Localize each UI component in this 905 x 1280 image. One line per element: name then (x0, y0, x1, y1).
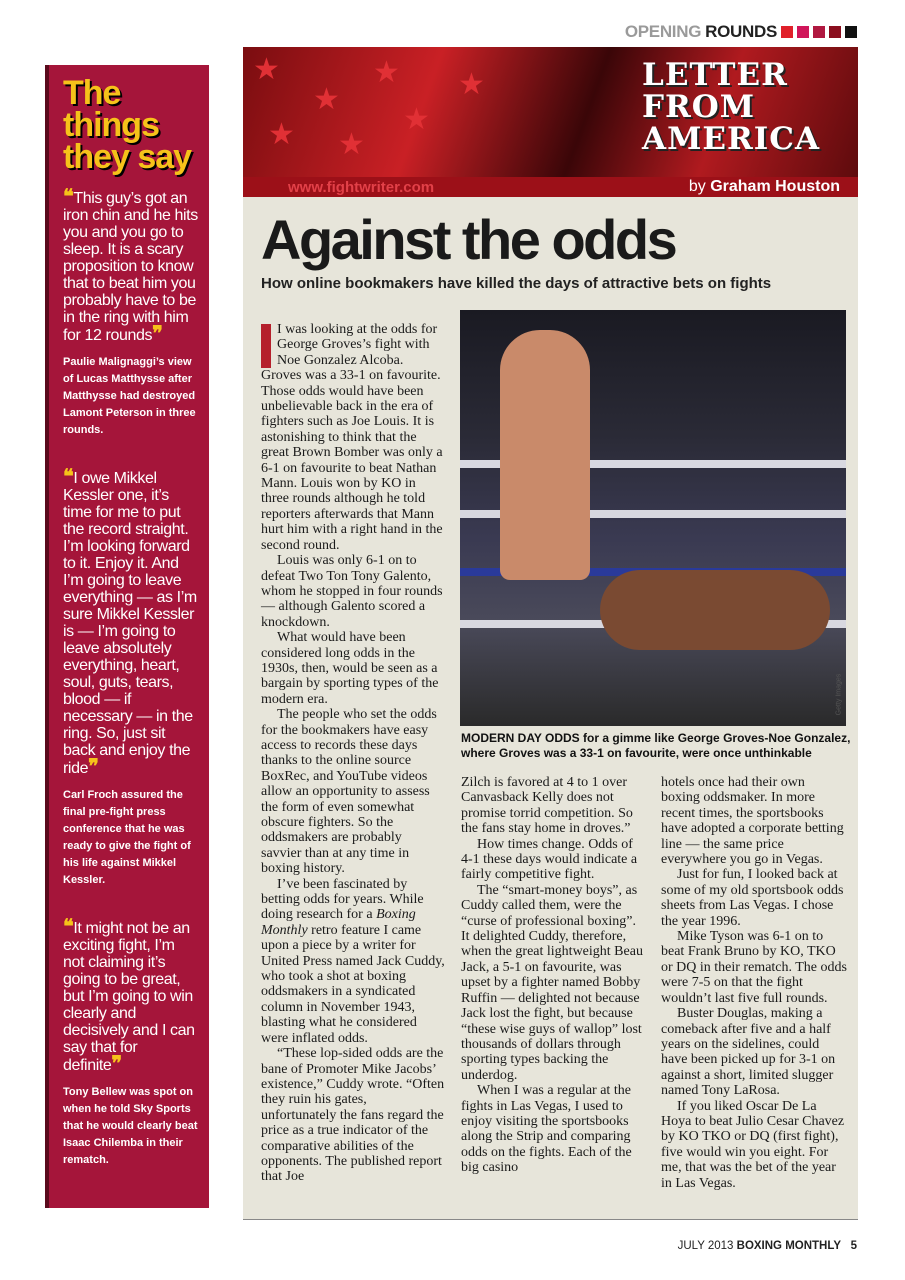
color-square (781, 26, 793, 38)
article-panel (243, 47, 858, 1220)
quote-text: This guy’s got an iron chin and he hits you and you go to sleep. It is a scary proposition to know that to beat him you probably have to be in the ring with him for 12 rounds (63, 190, 198, 344)
quote-block (63, 186, 199, 439)
quote-text: I owe Mikkel Kessler one, it’s time for me to put the record straight. I’m looking forward to it. Enjoy it. And I’m going to leave everything — as I’m sure Mikkel Kessler is — I’m going to leave absolutely everything, heart, soul, guts, tears, blood — if necessary — in the ring. So, just sit back and enjoy the ride (63, 470, 197, 777)
star-icon: ★ (373, 56, 400, 89)
boxing-photo (460, 310, 846, 726)
section-label-opening: OPENING (624, 22, 702, 41)
fallen-boxer (600, 570, 830, 650)
quote-attribution: Paulie Malignaggi’s view of Lucas Matthysse after Matthysse had destroyed Lamont Peterson in three rounds. (63, 356, 196, 436)
star-icon: ★ (313, 83, 340, 116)
website-link[interactable]: www.fightwriter.com (288, 178, 435, 196)
close-quote-icon: ❞ (88, 756, 99, 778)
quote-block (63, 466, 199, 889)
paragraph: How times change. Odds of 4-1 these days would indicate a fairly competitive fight. (461, 836, 638, 883)
quotes-sidebar (45, 65, 209, 1208)
by-label: by (688, 178, 706, 195)
paragraph: The people who set the odds for the bookmakers have easy access to records these days thanks to the online source BoxRec, and YouTube videos allow an opportunity to assess the form of even somewhat obscure fighters. So the oddsmakers are probably savvier than at any time in boxing history. (261, 707, 437, 877)
logo-line: LETTER (642, 57, 788, 93)
drop-cap (261, 324, 271, 368)
column-logo (642, 59, 820, 155)
paragraph: When I was a regular at the fights in Las Vegas, I used to enjoy visiting the sportsbooks along the Strip and comparing odds on the fights. Each of the big casino (461, 1083, 632, 1176)
color-square (813, 26, 825, 38)
magazine-title: Boxing Monthly (261, 907, 416, 938)
paragraph: Just for fun, I looked back at some of my old sportsbook odds sheets from Las Vegas. I chose the year 1996. (661, 867, 844, 929)
standfirst: How online bookmakers have killed the days of attractive bets on fights (261, 275, 772, 292)
logo-line: FROM (642, 89, 756, 125)
star-icon: ★ (338, 128, 365, 161)
paragraph: The “smart-money boys”, as Cuddy called them, were the “curse of professional boxing”. It delighted Cuddy, therefore, when the great lightweight Beau Jack, a 5-1 on favourite, was upset by a fighter named Bobby Ruffin — delighted not because Jack lost the fight, but because “these wise guys of wallop” lost thousands of dollars through sporting types backing the underdog. (461, 882, 643, 1083)
star-icon: ★ (403, 103, 430, 136)
star-icon: ★ (268, 118, 295, 151)
standing-boxer (500, 330, 590, 580)
open-quote-icon: ❝ (63, 466, 74, 488)
close-quote-icon: ❞ (152, 323, 163, 345)
paragraph: “These lop-sided odds are the bane of Promoter Mike Jacobs’ existence,” Cuddy wrote. “Often they ruin his gates, unfortunately the fans regard the price as a true indicator of the comparative abilities of the opponents. The published report that Joe (261, 1046, 445, 1185)
open-quote-icon: ❝ (63, 916, 74, 938)
paragraph: What would have been considered long odds in the 1930s, then, would be seen as a bargain by sporting types of the modern era. (261, 630, 439, 707)
color-square (845, 26, 857, 38)
color-square (829, 26, 841, 38)
byline-bar (243, 177, 858, 197)
quote-text: It might not be an exciting fight, I’m not claiming it’s going to be great, but I’m going to win clearly and decisively and I can say that for definite (63, 920, 195, 1074)
paragraph: hotels once had their own boxing oddsmaker. In more recent times, the sportsbooks have adopted a corporate betting line — the same price everywhere you go in Vegas. (661, 775, 844, 868)
sidebar-title: The things they say (63, 74, 192, 176)
paragraph: Louis was only 6-1 on to defeat Two Ton Tony Galento, whom he stopped in four rounds — although Galento scored a knockdown. (261, 553, 443, 630)
color-square (797, 26, 809, 38)
logo-line: AMERICA (642, 121, 820, 157)
text: I’ve been fascinated by betting odds for years. While doing research for a (261, 876, 424, 923)
section-header (625, 22, 857, 42)
quote-block (63, 916, 199, 1169)
photo-credit: Getty Images (835, 673, 843, 716)
issue-date: JULY 2013 (677, 1240, 734, 1252)
body-column-1 (261, 322, 445, 1185)
page-number: 5 (850, 1240, 857, 1252)
column-banner (243, 47, 858, 197)
paragraph: Mike Tyson was 6-1 on to beat Frank Bruno by KO, TKO or DQ in their rematch. The odds were 7-5 on that the fight wouldn’t last five full rounds. (661, 929, 847, 1006)
star-icon: ★ (458, 68, 485, 101)
section-label-rounds: ROUNDS (705, 22, 777, 41)
photo-caption: MODERN DAY ODDS for a gimme like George Groves-Noe Gonzalez, where Groves was a 33-1 on favourite, were once unthinkable (461, 731, 851, 760)
body-column-3 (661, 775, 847, 1191)
text: retro feature I came upon a piece by a writer for United Press named Jack Cuddy, who took a shot at boxing oddsmakers in a syndicated column in November 1943, blasting what he considered were inflated odds. (261, 922, 445, 1046)
page-footer (678, 1240, 857, 1252)
quote-attribution: Carl Froch assured the final pre-fight press conference that he was ready to give the fight of his life against Mikkel Kessler. (63, 789, 191, 886)
paragraph: Buster Douglas, making a comeback after five and a half years on the sidelines, could have been picked up for 3-1 on against a short, limited slugger named Tony LaRosa. (661, 1006, 836, 1099)
open-quote-icon: ❝ (63, 186, 74, 208)
paragraph: If you liked Oscar De La Hoya to beat Julio Cesar Chavez by KO TKO or DQ (first fight), five would win you eight. For me, that was the bet of the year in Las Vegas. (661, 1098, 845, 1191)
body-column-2 (461, 775, 643, 1176)
paragraph: I was looking at the odds for George Groves’s fight with Noe Gonzalez Alcoba. Groves was a 33-1 on favourite. Those odds would have been unbelievable back in the era of fighters such as Joe Louis. It is astonishing to think that the great Brown Bomber was only a 6-1 on favourite to beat Nathan Mann. Louis won by KO in three rounds although he told reporters afterwards that Mann hurt him with a right hand in the second round. (261, 322, 443, 553)
close-quote-icon: ❞ (111, 1053, 122, 1075)
quote-attribution: Tony Bellew was spot on when he told Sky Sports that he would clearly beat Isaac Chilemba in their rematch. (63, 1086, 198, 1166)
author-name: Graham Houston (710, 178, 840, 195)
headline: Against the odds (261, 208, 676, 271)
byline (689, 178, 840, 196)
paragraph (261, 877, 445, 1046)
paragraph: Zilch is favored at 4 to 1 over Canvasback Kelly does not promise torrid competition. So the fans stay home in droves.” (461, 775, 633, 837)
star-icon: ★ (253, 53, 280, 86)
magazine-name: BOXING MONTHLY (736, 1240, 841, 1252)
